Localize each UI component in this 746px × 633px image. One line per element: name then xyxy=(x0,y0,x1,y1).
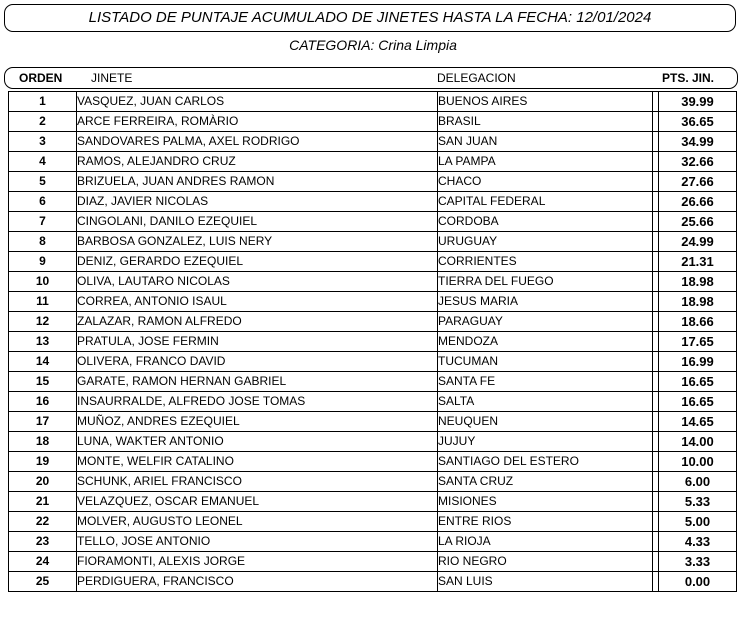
row-delegacion-cell: URUGUAY xyxy=(438,232,653,252)
table-row xyxy=(9,332,737,352)
row-orden-cell: 1 xyxy=(9,92,77,112)
table-row xyxy=(9,352,737,372)
row-delegacion-cell: LA RIOJA xyxy=(438,532,653,552)
row-puntos-cell: 14.00 xyxy=(659,432,737,452)
row-jinete-cell: RAMOS, ALEJANDRO CRUZ xyxy=(77,152,438,172)
row-delegacion-cell: BRASIL xyxy=(438,112,653,132)
row-delegacion-cell: SANTA CRUZ xyxy=(438,472,653,492)
table-row xyxy=(9,452,737,472)
results-table xyxy=(8,91,737,592)
report-title-box xyxy=(4,4,736,32)
row-jinete-cell: OLIVA, LAUTARO NICOLAS xyxy=(77,272,438,292)
table-row xyxy=(9,552,737,572)
row-jinete-cell: CINGOLANI, DANILO EZEQUIEL xyxy=(77,212,438,232)
table-row xyxy=(9,372,737,392)
row-jinete-cell: LUNA, WAKTER ANTONIO xyxy=(77,432,438,452)
row-jinete-cell: TELLO, JOSE ANTONIO xyxy=(77,532,438,552)
report-title: LISTADO DE PUNTAJE ACUMULADO DE JINETES HASTA LA FECHA: 12/01/2024 xyxy=(88,9,652,26)
table-row xyxy=(9,572,737,592)
row-puntos-cell: 16.99 xyxy=(659,352,737,372)
table-row xyxy=(9,272,737,292)
row-orden-cell: 23 xyxy=(9,532,77,552)
row-delegacion-cell: BUENOS AIRES xyxy=(438,92,653,112)
results-table-body xyxy=(9,92,737,592)
row-puntos-cell: 18.98 xyxy=(659,272,737,292)
row-delegacion-cell: SANTA FE xyxy=(438,372,653,392)
column-header-orden: ORDEN xyxy=(19,71,63,85)
row-delegacion-cell: MISIONES xyxy=(438,492,653,512)
row-delegacion-cell: JESUS MARIA xyxy=(438,292,653,312)
row-orden-cell: 25 xyxy=(9,572,77,592)
category-label: CATEGORIA: Crina Limpia xyxy=(289,37,457,53)
row-jinete-cell: BARBOSA GONZALEZ, LUIS NERY xyxy=(77,232,438,252)
row-orden-cell: 22 xyxy=(9,512,77,532)
row-orden-cell: 10 xyxy=(9,272,77,292)
table-row xyxy=(9,172,737,192)
row-orden-cell: 15 xyxy=(9,372,77,392)
row-orden-cell: 11 xyxy=(9,292,77,312)
row-puntos-cell: 25.66 xyxy=(659,212,737,232)
row-orden-cell: 24 xyxy=(9,552,77,572)
row-puntos-cell: 34.99 xyxy=(659,132,737,152)
row-jinete-cell: MONTE, WELFIR CATALINO xyxy=(77,452,438,472)
row-delegacion-cell: SALTA xyxy=(438,392,653,412)
row-puntos-cell: 39.99 xyxy=(659,92,737,112)
row-jinete-cell: SANDOVARES PALMA, AXEL RODRIGO xyxy=(77,132,438,152)
table-row xyxy=(9,432,737,452)
row-puntos-cell: 6.00 xyxy=(659,472,737,492)
row-delegacion-cell: MENDOZA xyxy=(438,332,653,352)
row-jinete-cell: PRATULA, JOSE FERMIN xyxy=(77,332,438,352)
table-row xyxy=(9,232,737,252)
row-jinete-cell: MOLVER, AUGUSTO LEONEL xyxy=(77,512,438,532)
table-row xyxy=(9,212,737,232)
row-puntos-cell: 24.99 xyxy=(659,232,737,252)
row-delegacion-cell: SAN JUAN xyxy=(438,132,653,152)
table-row xyxy=(9,112,737,132)
row-delegacion-cell: CORRIENTES xyxy=(438,252,653,272)
row-delegacion-cell: SANTIAGO DEL ESTERO xyxy=(438,452,653,472)
row-jinete-cell: MUÑOZ, ANDRES EZEQUIEL xyxy=(77,412,438,432)
row-jinete-cell: INSAURRALDE, ALFREDO JOSE TOMAS xyxy=(77,392,438,412)
table-row xyxy=(9,312,737,332)
row-orden-cell: 13 xyxy=(9,332,77,352)
row-jinete-cell: DIAZ, JAVIER NICOLAS xyxy=(77,192,438,212)
row-puntos-cell: 16.65 xyxy=(659,392,737,412)
table-row xyxy=(9,492,737,512)
row-delegacion-cell: ENTRE RIOS xyxy=(438,512,653,532)
row-puntos-cell: 16.65 xyxy=(659,372,737,392)
column-header-puntos: PTS. JIN. xyxy=(662,71,715,85)
row-jinete-cell: VELAZQUEZ, OSCAR EMANUEL xyxy=(77,492,438,512)
row-delegacion-cell: JUJUY xyxy=(438,432,653,452)
row-orden-cell: 5 xyxy=(9,172,77,192)
row-jinete-cell: FIORAMONTI, ALEXIS JORGE xyxy=(77,552,438,572)
row-jinete-cell: VASQUEZ, JUAN CARLOS xyxy=(77,92,438,112)
row-orden-cell: 3 xyxy=(9,132,77,152)
row-orden-cell: 20 xyxy=(9,472,77,492)
table-row xyxy=(9,512,737,532)
row-delegacion-cell: CORDOBA xyxy=(438,212,653,232)
table-row xyxy=(9,532,737,552)
table-row xyxy=(9,472,737,492)
row-puntos-cell: 27.66 xyxy=(659,172,737,192)
row-jinete-cell: DENIZ, GERARDO EZEQUIEL xyxy=(77,252,438,272)
row-jinete-cell: CORREA, ANTONIO ISAUL xyxy=(77,292,438,312)
row-jinete-cell: ZALAZAR, RAMON ALFREDO xyxy=(77,312,438,332)
row-jinete-cell: ARCE FERREIRA, ROMÀRIO xyxy=(77,112,438,132)
row-puntos-cell: 32.66 xyxy=(659,152,737,172)
row-jinete-cell: BRIZUELA, JUAN ANDRES RAMON xyxy=(77,172,438,192)
row-delegacion-cell: PARAGUAY xyxy=(438,312,653,332)
row-orden-cell: 18 xyxy=(9,432,77,452)
column-header-delegacion: DELEGACION xyxy=(437,71,516,85)
row-puntos-cell: 0.00 xyxy=(659,572,737,592)
table-row xyxy=(9,152,737,172)
table-row xyxy=(9,412,737,432)
row-orden-cell: 17 xyxy=(9,412,77,432)
row-jinete-cell: OLIVERA, FRANCO DAVID xyxy=(77,352,438,372)
row-puntos-cell: 3.33 xyxy=(659,552,737,572)
table-row xyxy=(9,192,737,212)
row-jinete-cell: SCHUNK, ARIEL FRANCISCO xyxy=(77,472,438,492)
row-puntos-cell: 4.33 xyxy=(659,532,737,552)
row-orden-cell: 16 xyxy=(9,392,77,412)
column-header-jinete: JINETE xyxy=(91,71,133,85)
row-orden-cell: 9 xyxy=(9,252,77,272)
row-delegacion-cell: TUCUMAN xyxy=(438,352,653,372)
row-puntos-cell: 5.00 xyxy=(659,512,737,532)
row-delegacion-cell: RIO NEGRO xyxy=(438,552,653,572)
row-orden-cell: 14 xyxy=(9,352,77,372)
row-puntos-cell: 5.33 xyxy=(659,492,737,512)
row-orden-cell: 8 xyxy=(9,232,77,252)
row-delegacion-cell: CAPITAL FEDERAL xyxy=(438,192,653,212)
row-delegacion-cell: TIERRA DEL FUEGO xyxy=(438,272,653,292)
row-puntos-cell: 14.65 xyxy=(659,412,737,432)
table-row xyxy=(9,392,737,412)
row-puntos-cell: 36.65 xyxy=(659,112,737,132)
row-orden-cell: 7 xyxy=(9,212,77,232)
row-jinete-cell: GARATE, RAMON HERNAN GABRIEL xyxy=(77,372,438,392)
row-orden-cell: 19 xyxy=(9,452,77,472)
table-row xyxy=(9,132,737,152)
row-puntos-cell: 17.65 xyxy=(659,332,737,352)
row-orden-cell: 6 xyxy=(9,192,77,212)
row-delegacion-cell: SAN LUIS xyxy=(438,572,653,592)
table-row xyxy=(9,252,737,272)
row-puntos-cell: 21.31 xyxy=(659,252,737,272)
row-delegacion-cell: NEUQUEN xyxy=(438,412,653,432)
row-orden-cell: 2 xyxy=(9,112,77,132)
row-puntos-cell: 26.66 xyxy=(659,192,737,212)
row-delegacion-cell: CHACO xyxy=(438,172,653,192)
table-header xyxy=(4,67,738,89)
row-puntos-cell: 18.98 xyxy=(659,292,737,312)
table-row xyxy=(9,92,737,112)
row-jinete-cell: PERDIGUERA, FRANCISCO xyxy=(77,572,438,592)
row-puntos-cell: 10.00 xyxy=(659,452,737,472)
row-orden-cell: 21 xyxy=(9,492,77,512)
row-delegacion-cell: LA PAMPA xyxy=(438,152,653,172)
table-row xyxy=(9,292,737,312)
row-puntos-cell: 18.66 xyxy=(659,312,737,332)
row-orden-cell: 4 xyxy=(9,152,77,172)
row-orden-cell: 12 xyxy=(9,312,77,332)
